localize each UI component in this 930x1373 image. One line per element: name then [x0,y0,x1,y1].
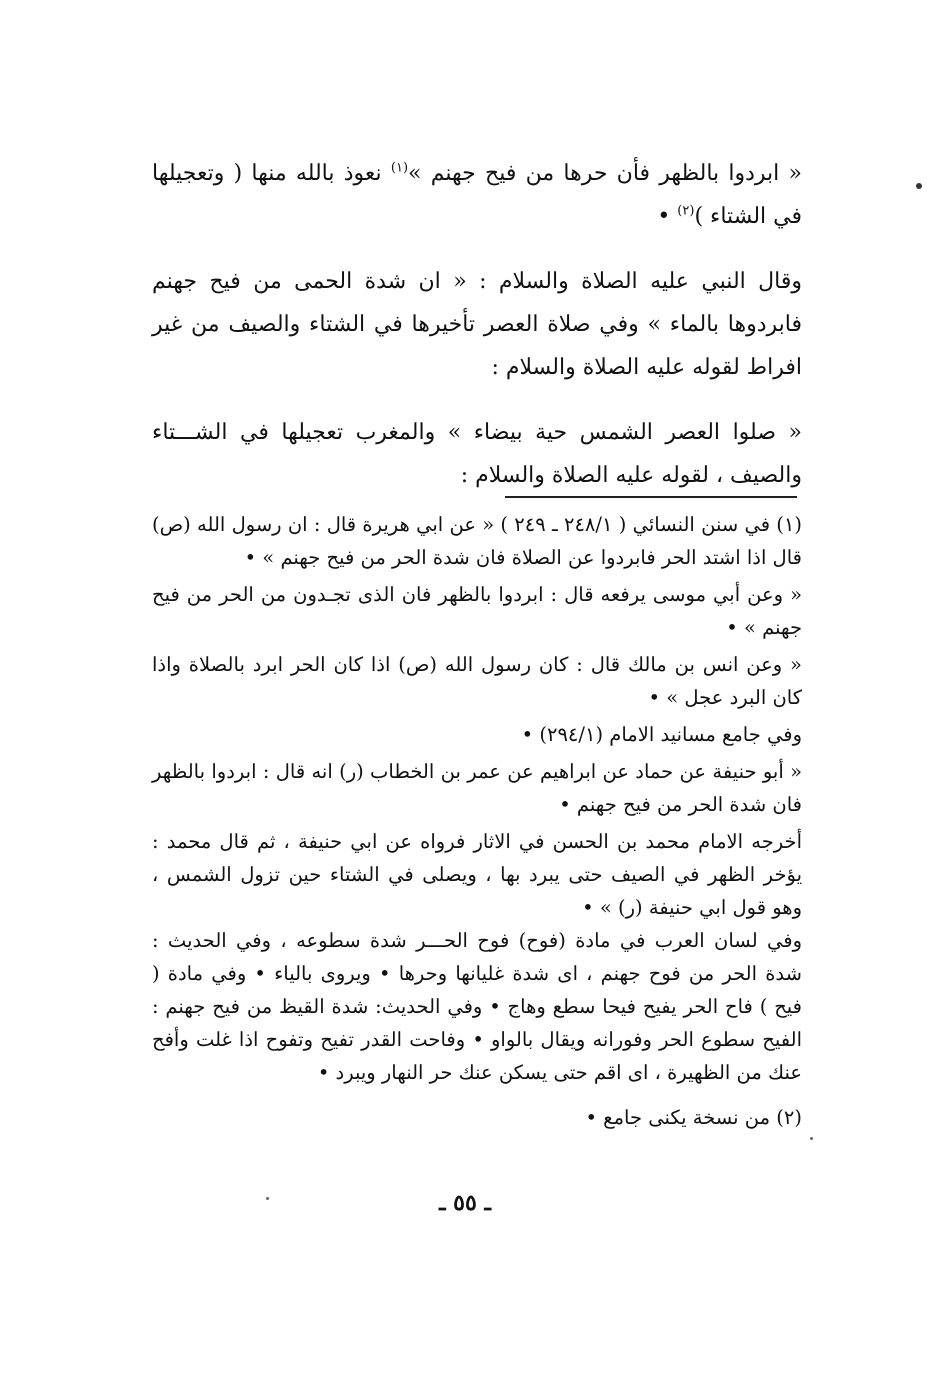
main-paragraph-1-quote: « ابردوا بالظهر فأن حرها من فيح جهنم » [408,161,802,186]
footnote-ref-1: (١) [390,160,409,176]
footnote-1-narration-3: « وعن انس بن مالك قال : كان رسول الله (ص) اذا كان الحر ابرد بالصلاة واذا كان البرد عجل » • [152,653,802,709]
footnotes [152,508,802,1134]
scan-speck [810,1137,813,1140]
footnote-1-source: وفي جامع مسانيد الامام (٢٩٤/١) • [521,723,802,746]
main-paragraph-1-end: • [657,204,678,229]
footnote-ref-2: (٢) [677,203,695,219]
main-text [152,152,802,497]
footnote-separator [505,496,797,498]
main-paragraph-3: « صلوا العصر الشمس حية بيضاء » والمغرب تعجيلها في الشـــتاء والصيف ، لقوله عليه الصلاة والسلام : [152,420,802,488]
footnote-1-narration-4: « أبو حنيفة عن حماد عن ابراهيم عن عمر بن الخطاب (ر) انه قال : ابردوا بالظهر فان شدة الحر من فيح جهنم • [152,760,802,816]
main-paragraph-1 [152,152,802,238]
margin-dot [916,183,922,189]
main-paragraph-1-text: نعوذ بالله منها ( وتعجيلها في الشتاء ) [152,161,802,229]
footnote-1-takhrij: أخرجه الامام محمد بن الحسن في الاثار فرواه عن ابي حنيفة ، ثم قال محمد : يؤخر الظهر في الصيف حتى يبرد بها ، ويصلى في الشتاء حين تزول الشمس ، وهو قول ابي حنيفة (ر) » • [152,830,802,919]
footnote-1: (١) في سنن النسائي ( ٢٤٨/١ ـ ٢٤٩ ) « عن ابي هريرة قال : ان رسول الله (ص) قال اذا اشتد الحر فابردوا عن الصلاة فان شدة الحر من فيح جهنم » • [152,513,802,569]
main-paragraph-2: وقال النبي عليه الصلاة والسلام : « ان شدة الحمى من فيح جهنم فابردوها بالماء » وفي صلاة العصر تأخيرها في الشتاء والصيف من غير افراط لقوله عليه الصلاة والسلام : [152,269,802,380]
page-number: ـ ٥٥ ـ [439,1190,491,1216]
scan-speck [266,1197,269,1200]
footnote-2: (٢) من نسخة يكنى جامع • [585,1106,802,1129]
footnote-1-narration-2: « وعن أبي موسى يرفعه قال : ابردوا بالظهر فان الذى تجـدون من الحر من فيح جهنم » • [152,583,802,639]
footnote-1-lisan: وفي لسان العرب في مادة (فوح) فوح الحـــر شدة سطوعه ، وفي الحديث : شدة الحر من فوح جهنم ، اى شدة غليانها وحرها • ويروى بالياء • وفي مادة ( فيح ) فاح الحر يفيح فيحا سطع وهاج • وفي الحديث: شدة القيظ من فيح جهنم : الفيح سطوع الحر وفورانه ويقال بالواو • وفاحت القدر تفيح وتفوح اذا غلت وأفح عنك من الظهيرة ، اى اقم حتى يسكن عنك حر النهار ويبرد • [152,929,802,1084]
